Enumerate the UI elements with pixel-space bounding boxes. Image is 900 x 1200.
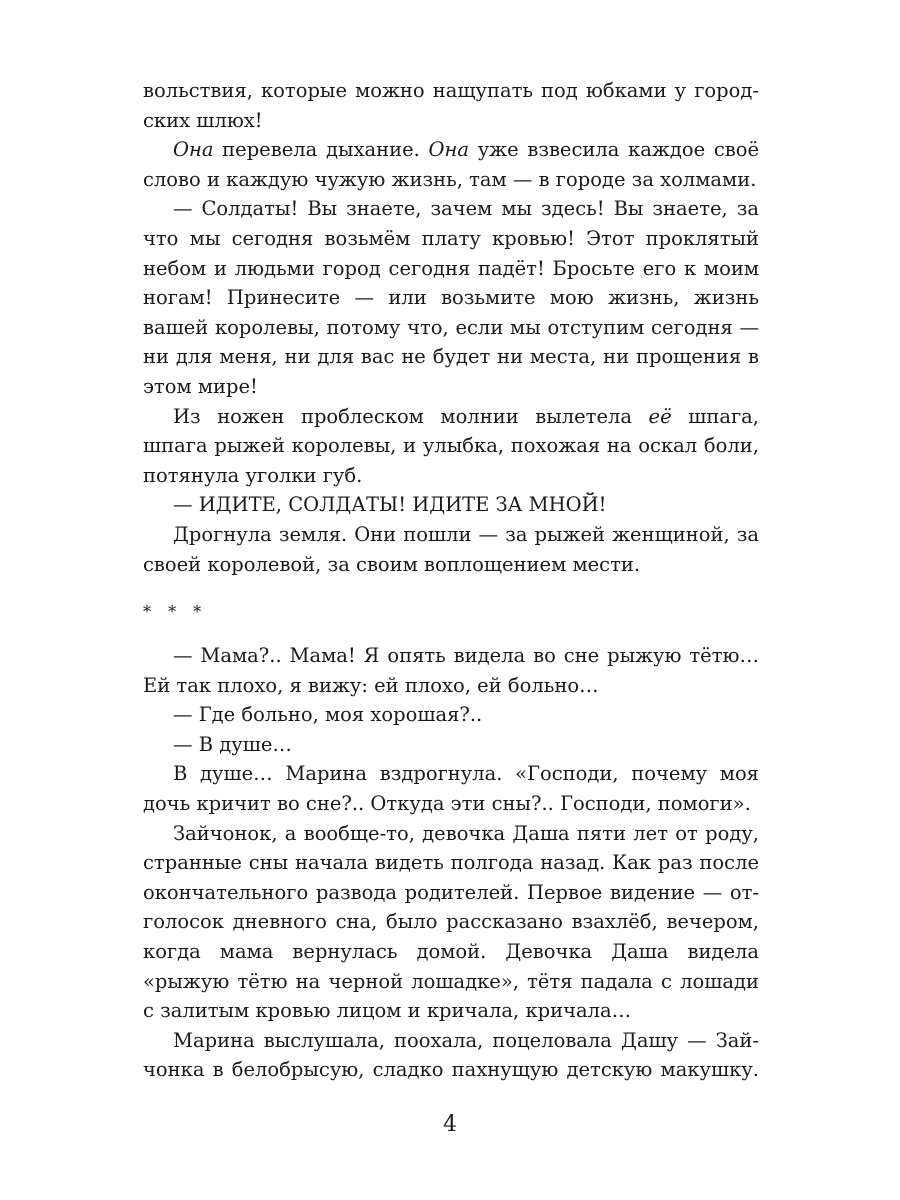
paragraph: Марина выслушала, поохала, поцеловала Дашу — Зайчонка в белобрысую, сладко пахнущую детскую макушку. (143, 1028, 759, 1082)
paragraph: Из ножен проблеском молнии вылетела её шпага, шпага рыжей королевы, и улыбка, похожая на оскал боли, потянула уголки губ. (143, 404, 759, 487)
body-text (143, 76, 759, 1085)
paragraph: Дрогнула земля. Они пошли — за рыжей женщиной, за своей королевой, за своим воплощением мести. (143, 522, 759, 576)
paragraph: — Где больно, моя хорошая?.. (173, 703, 483, 727)
paragraph: Она перевела дыхание. Она уже взвесила каждое своё слово и каждую чужую жизнь, там — в городе за холмами. (143, 138, 760, 191)
scene-break: * * * (143, 602, 208, 622)
paragraph: вольствия, которые можно нащупать под юбками у городских шлюх! (143, 79, 759, 132)
page-number: 4 (443, 1112, 457, 1137)
paragraph: В душе… Марина вздрогнула. «Господи, почему моя дочь кричит во сне?.. Откуда эти сны?.. Господи, помоги». (143, 762, 759, 816)
paragraph: Зайчонок, а вообще-то, девочка Даша пяти лет от роду, странные сны начала видеть полгода назад. Как раз после окончательного развода родителей. Первое видение — отголосок дневного сна, было рассказано взахлёб, вечером, когда мама вернулась домой. Девочка Даша видела «рыжую тётю на черной лошадке», тётя падала с лошади с залитым кровью лицом и кричала, кричала… (143, 821, 759, 1023)
paragraph: — Солдаты! Вы знаете, зачем мы здесь! Вы знаете, за что мы сегодня возьмём плату кровью! Этот проклятый небом и людьми город сегодня падёт! Бросьте его к моим ногам! Принесите — или возьмите мою жизнь, жизнь вашей королевы, потому что, если мы отступим сегодня — ни для меня, ни для вас не будет ни места, ни прощения в этом мире! (143, 197, 759, 398)
paragraph: — В душе… (173, 732, 292, 756)
paragraph: — Мама?.. Мама! Я опять видела во сне рыжую тётю… Ей так плохо, я вижу: ей плохо, ей больно… (143, 644, 759, 697)
paragraph: — ИДИТЕ, СОЛДАТЫ! ИДИТЕ ЗА МНОЙ! (173, 493, 607, 517)
